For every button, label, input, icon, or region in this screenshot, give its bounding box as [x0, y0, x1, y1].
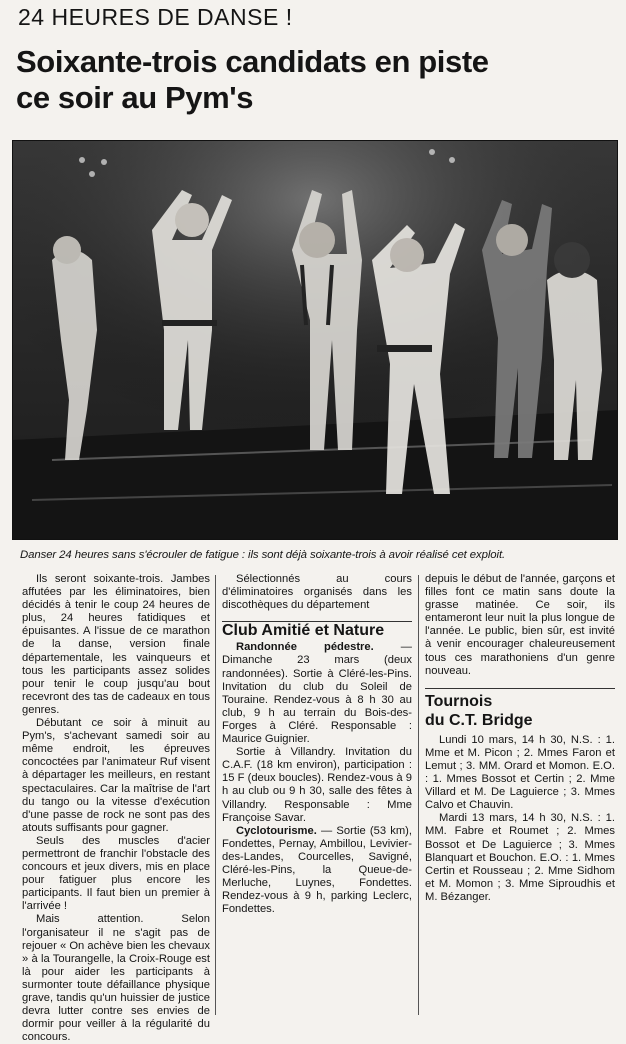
club-randonnee-text: — Dimanche 23 mars (deux randonnées). Sortie à Cléré-les-Pins. Invitation du club du Soleil de Touraine. Rendez-vous à 8 h 30 au club, 9 h au terrain du Bois-des-Forges à Cléré. Responsable : Maurice Guignier.	[222, 641, 412, 746]
photo	[12, 140, 618, 540]
club-villandry: Sortie à Villandry. Invitation du C.A.F. (18 km environ), participation : 15 F (deux boucles). Rendez-vous à 9 h au club ou 9 h 30, salle des fêtes à Villandry. Responsable : Mme Françoise Savar.	[222, 746, 412, 824]
dancers-photo-illustration	[12, 140, 618, 540]
article-column-3	[425, 573, 615, 904]
article-paragraph: Débutant ce soir à minuit au Pym's, s'achevant samedi soir au même endroit, les épreuves concoctées par l'animateur Ruf visent à départager les meilleurs, en restant spectaculaires. Car la maîtrise de l'art du tango ou la vitesse d'exécution d'une passe de rock ne sont pas des atouts suffisants pour gagner.	[22, 717, 210, 834]
section-kicker: 24 HEURES DE DANSE !	[18, 4, 293, 30]
article-paragraph: Ils seront soixante-trois. Jambes affutées par les éliminatoires, bien décidés à tenir le coup 24 heures de plus, 24 heures fatidiques et épuisantes. A l'issue de ce marathon de la danse, version finale départementale, les vainqueurs et tous les participants assez solides pour tenir le coup jusqu'au bout recevront des tas de cadeaux en tous genres.	[22, 573, 210, 716]
club-cyclo-text: — Sortie (53 km), Fondettes, Pernay, Ambillou, Levivier-des-Landes, Courcelles, Savigné, Cléré-les-Pins, la Queue-de-Merluche, Luynes, Fondettes. Rendez-vous à 9 h, parking Leclerc, Fondettes.	[222, 824, 412, 916]
headline-line-2: ce soir au Pym's	[16, 80, 254, 115]
club-cyclotourisme	[222, 825, 412, 917]
article-paragraph: Sélectionnés au cours d'éliminatoires organisés dans les discothèques du département	[222, 573, 412, 612]
photo-caption: Danser 24 heures sans s'écrouler de fatigue : ils sont déjà soixante-trois à avoir réalisé cet exploit.	[20, 549, 506, 561]
bridge-section-title	[425, 688, 615, 730]
club-cyclo-label: Cyclotourisme.	[236, 824, 317, 837]
bridge-title-line-2: du C.T. Bridge	[425, 711, 533, 729]
club-randonnee-label: Randonnée pédestre.	[236, 641, 374, 654]
headline-line-1: Soixante-trois candidats en piste	[16, 44, 489, 79]
club-randonnee	[222, 641, 412, 746]
article-paragraph: depuis le début de l'année, garçons et filles font ce matin sans doute la grasse matinée. Ce soir, ils entameront leur nuit la plus longue de l'année. Le public, bien sûr, est invité à venir encourager chaleureusement tous ces marathoniens d'un genre nouveau.	[425, 573, 615, 677]
column-rule	[418, 575, 419, 1015]
column-rule	[215, 575, 216, 1015]
bridge-results-2: Mardi 13 mars, 14 h 30, N.S. : 1. MM. Fabre et Roumet ; 2. Mmes Bossot et De Laguierce ; 3. Mmes Blanquart et Bouchon. E.O. : 1. Mmes Certin et Rousseau ; 2. Mme Sidhom et M. Momon ; 3. Mme Siproudhis et M. Bézanger.	[425, 812, 615, 903]
article-paragraph: Mais attention. Selon l'organisateur il ne s'agit pas de rejouer « On achève bien les chevaux » à la Tourangelle, la Croix-Rouge est là pour aider les participants à surmonter toute défaillance physique grave, tandis qu'un huissier de justice devra lutter contre ses envies de dormir pour veiller à la régularité du concours.	[22, 913, 210, 1044]
headline	[16, 44, 616, 116]
article-paragraph: Seuls des muscles d'acier permettront de franchir l'obstacle des concours et jeux divers, mis en place pour fatiguer plus encore les participants. Il faut bien un premier à l'arrivée !	[22, 834, 210, 913]
bridge-results-1: Lundi 10 mars, 14 h 30, N.S. : 1. Mme et M. Picon ; 2. Mmes Faron et Lemut ; 3. MM. Orard et Momon. E.O. : 1. Mmes Bossot et Certin ; 2. Mme Villard et M. De Laguierce ; 3. Mmes Calvo et Chauvin.	[425, 733, 615, 812]
article-column-2	[222, 573, 412, 916]
article-column-1	[22, 573, 210, 1044]
bridge-title-line-1: Tournois	[425, 692, 493, 710]
club-section-title: Club Amitié et Nature	[222, 621, 412, 637]
